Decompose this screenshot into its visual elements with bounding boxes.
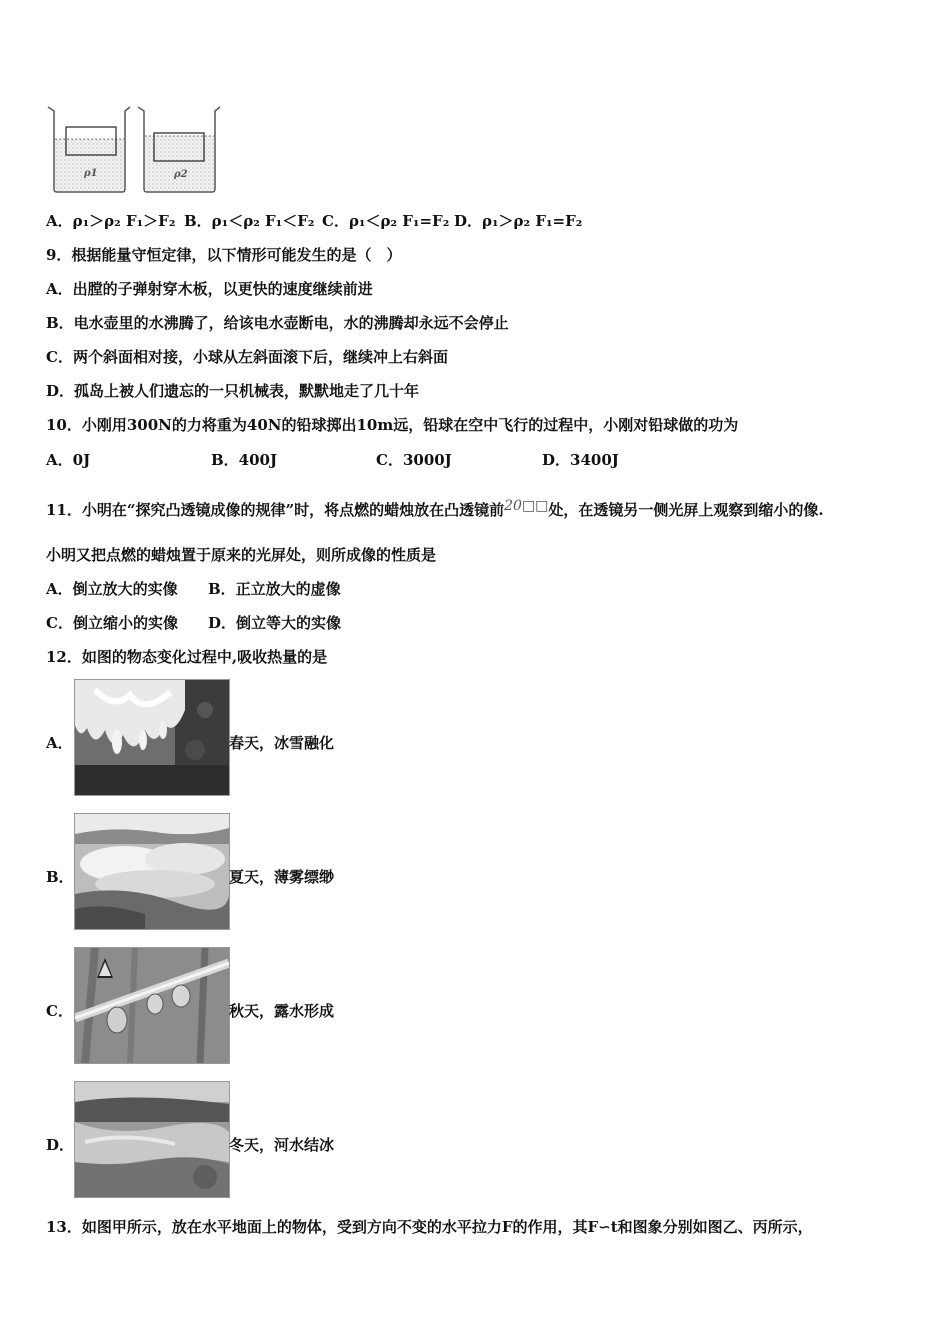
ice-melting-photo xyxy=(74,679,230,796)
q12-option-a-caption: 春天，冰雪融化 xyxy=(229,734,335,752)
q11-stem-line2: 小明又把点燃的蜡烛置于原来的光屏处，则所成像的性质是 xyxy=(46,546,437,564)
q10-option-b: B．400J xyxy=(211,451,278,469)
q9-option-b: B．电水壶里的水沸腾了，给该电水壶断电，水的沸腾却永远不会停止 xyxy=(46,314,509,332)
q8-option-d: D．ρ₁＞ρ₂ F₁=F₂ xyxy=(454,212,583,230)
q9-stem: 9．根据能量守恒定律，以下情形可能发生的是（ ） xyxy=(46,246,402,264)
q10-options xyxy=(46,450,619,470)
q11-option-d: D．倒立等大的实像 xyxy=(208,614,342,632)
q12-option-c-letter: C． xyxy=(46,1002,73,1020)
q11-option-b: B．正立放大的虚像 xyxy=(208,580,341,598)
q12-option-d-caption: 冬天，河水结冰 xyxy=(229,1136,335,1154)
frozen-river-photo xyxy=(74,1081,230,1198)
q11-option-a: A．倒立放大的实像 xyxy=(46,580,178,598)
q11-stem xyxy=(46,496,824,520)
q11-option-c: C．倒立缩小的实像 xyxy=(46,614,178,632)
q11-options-row1 xyxy=(46,579,341,599)
q13-stem: 13．如图甲所示，放在水平地面上的物体，受到方向不变的水平拉力F的作用，其F∽t和图象分别如图乙、丙所示， xyxy=(46,1218,813,1236)
q10-option-c: C．3000J xyxy=(376,451,452,469)
rho1-label: ρ1 xyxy=(84,168,98,179)
q9-option-d: D．孤岛上被人们遗忘的一只机械表，默默地走了几十年 xyxy=(46,382,420,400)
q12-option-b-caption: 夏天，薄雾缥缈 xyxy=(229,868,335,886)
q8-option-c: C．ρ₁＜ρ₂ F₁=F₂ xyxy=(322,212,450,230)
q8-option-a: A．ρ₁＞ρ₂ F₁＞F₂ xyxy=(46,212,176,230)
q9-option-c: C．两个斜面相对接，小球从左斜面滚下后，继续冲上右斜面 xyxy=(46,348,448,366)
q12-option-c-caption: 秋天，露水形成 xyxy=(229,1002,335,1020)
q11-options-row2 xyxy=(46,613,341,633)
q10-option-d: D．3400J xyxy=(542,451,619,469)
beakers-figure xyxy=(44,103,224,195)
q12-option-a-letter: A． xyxy=(46,734,73,752)
q8-option-b: B．ρ₁＜ρ₂ F₁＜F₂ xyxy=(184,212,315,230)
q10-option-a: A．0J xyxy=(46,451,91,469)
q9-option-a: A．出膛的子弹射穿木板，以更快的速度继续前进 xyxy=(46,280,373,298)
q8-options xyxy=(46,211,582,231)
q11-formula: 20□□ xyxy=(504,498,549,514)
rho2-label: ρ2 xyxy=(174,169,188,180)
dew-photo xyxy=(74,947,230,1064)
q12-option-d-letter: D． xyxy=(46,1136,75,1154)
q11-stem-part2: 处，在透镜另一侧光屏上观察到缩小的像. xyxy=(548,501,824,519)
q12-stem: 12．如图的物态变化过程中,吸收热量的是 xyxy=(46,648,328,666)
q10-stem: 10．小刚用300N的力将重为40N的铅球掷出10m远，铅球在空中飞行的过程中，小刚对铅球做的功为 xyxy=(46,416,739,434)
q12-option-b-letter: B． xyxy=(46,868,74,886)
mist-photo xyxy=(74,813,230,930)
q11-stem-part1: 11．小明在“探究凸透镜成像的规律”时，将点燃的蜡烛放在凸透镜前 xyxy=(46,501,505,519)
